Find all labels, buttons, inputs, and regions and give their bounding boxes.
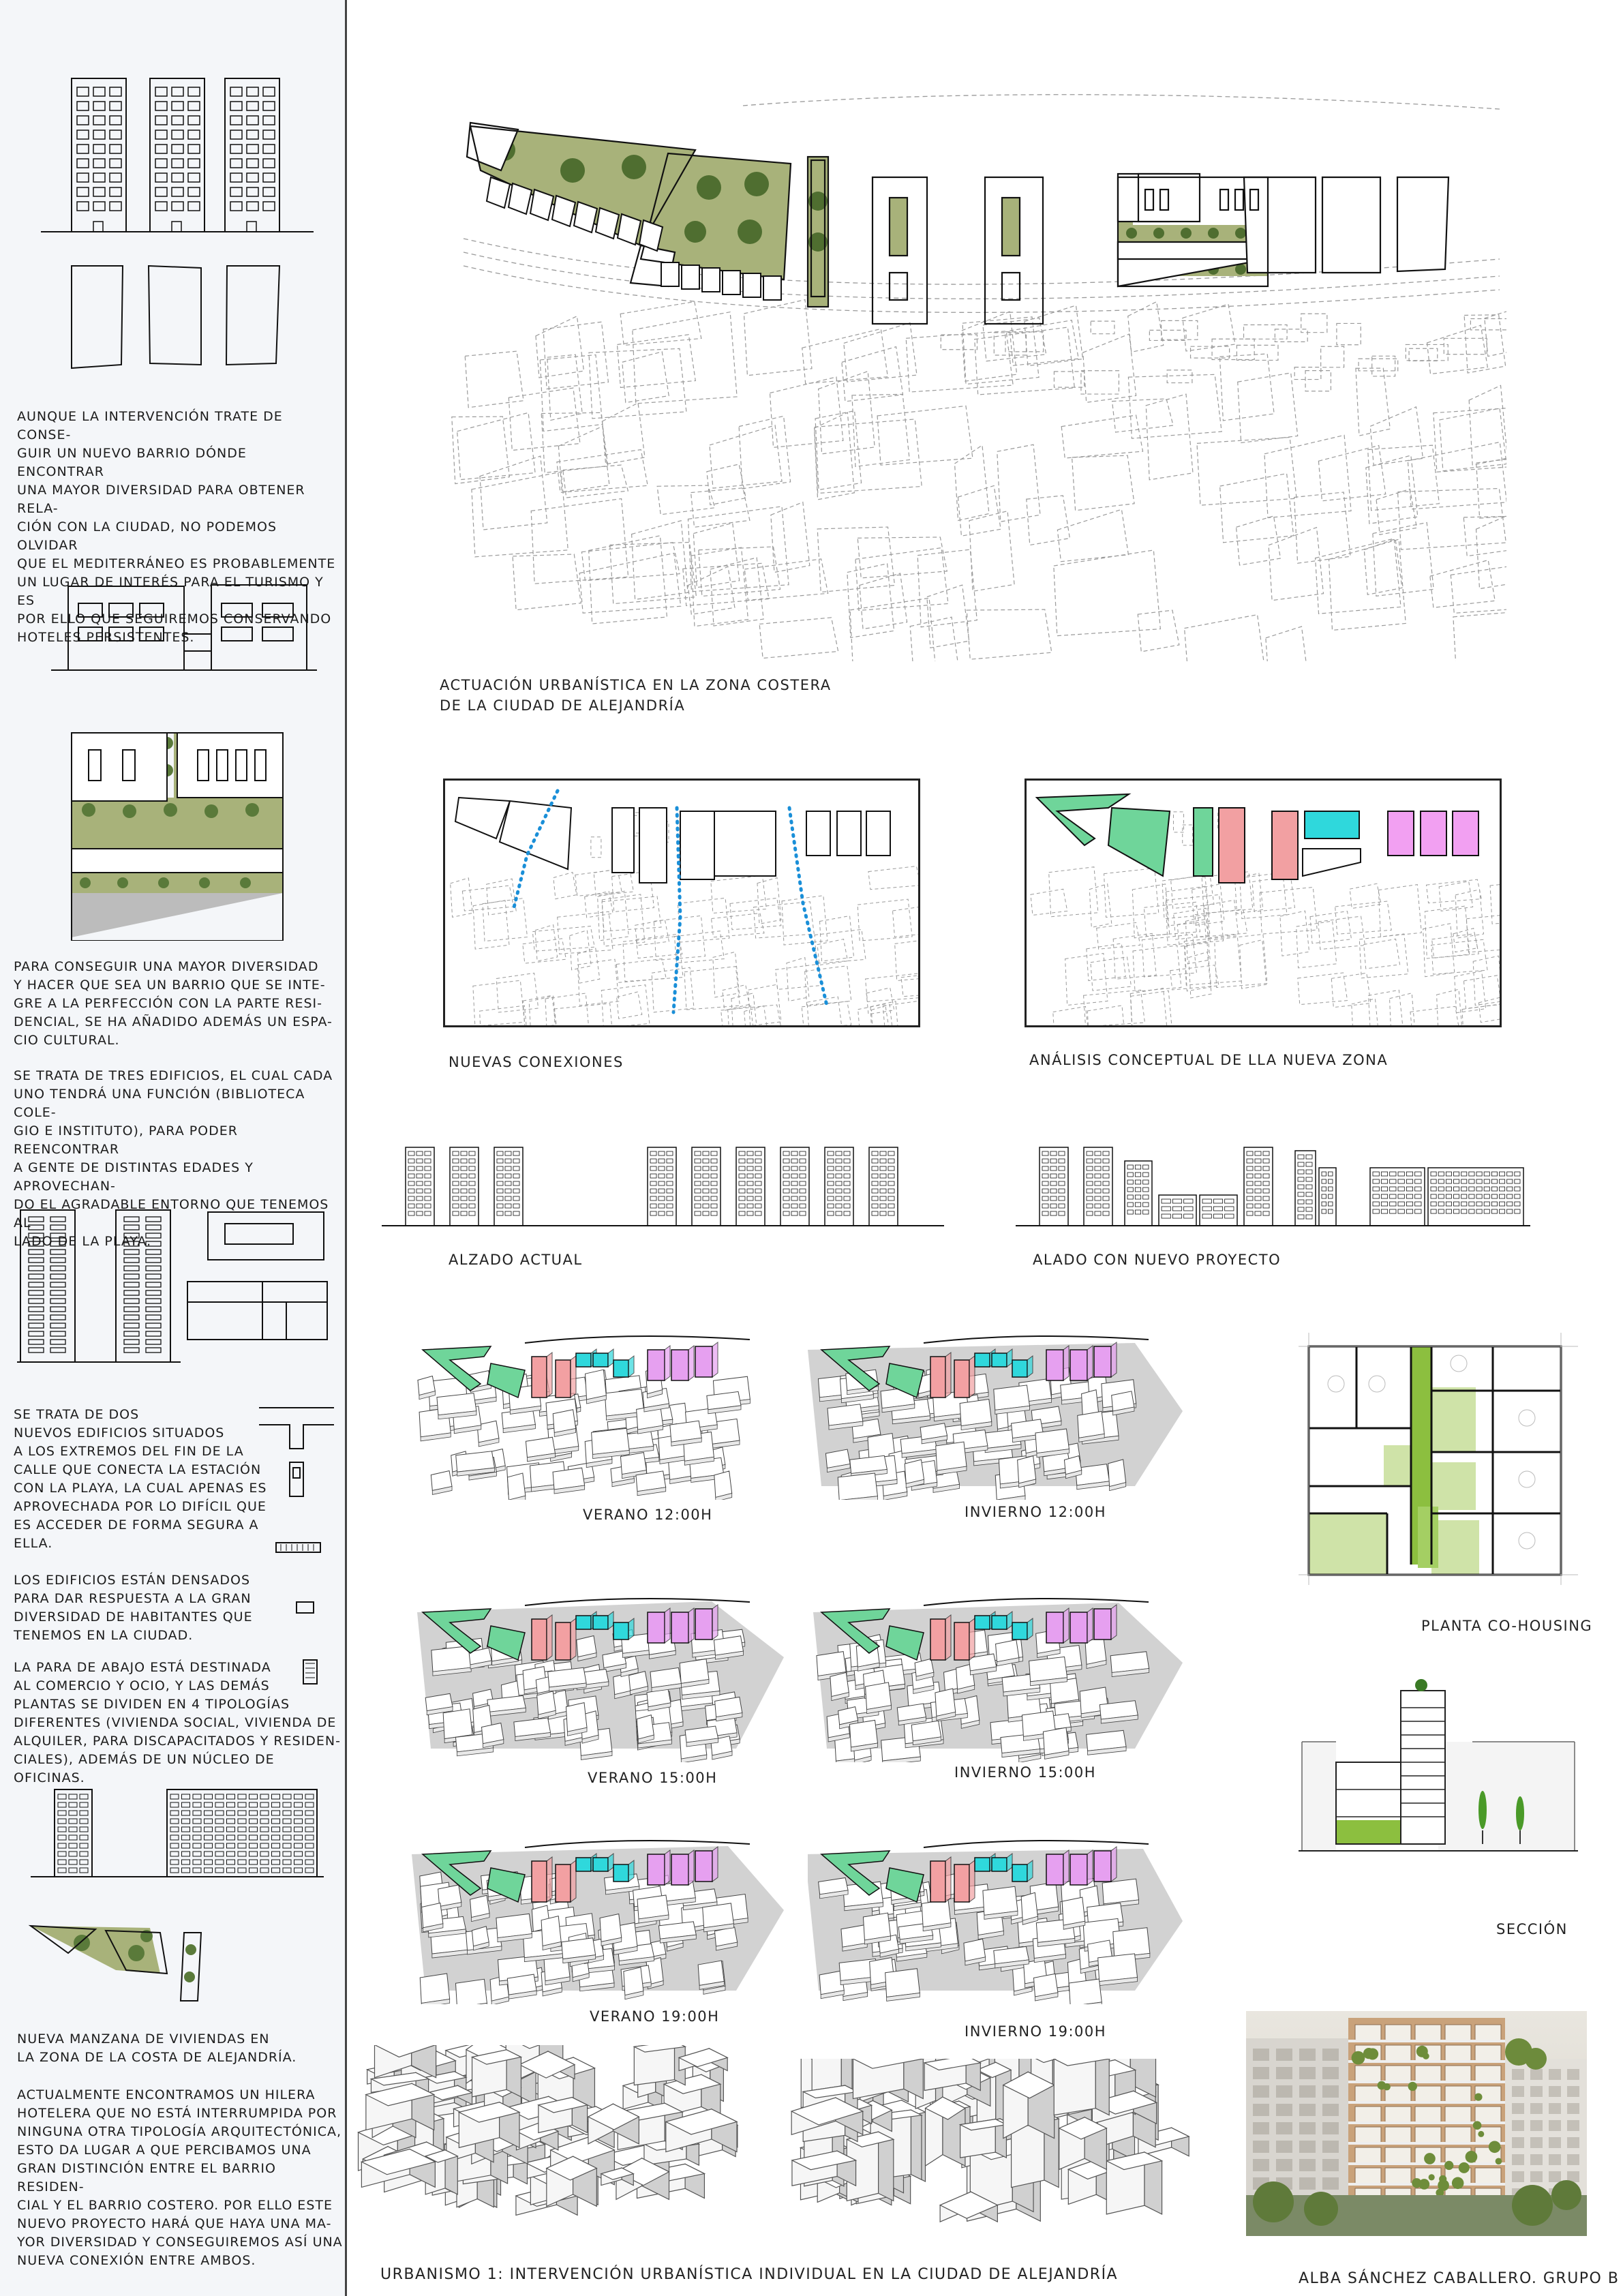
summer-19-caption: VERANO 19:00H [590,2008,720,2025]
new-block-paragraph: NUEVA MANZANA DE VIVIENDAS EN LA ZONA DE LA COSTA DE ALEJANDRÍA. [17,2031,297,2065]
currently-paragraph: ACTUALMENTE ENCONTRAMOS UN HILERA HOTELERA QUE NO ESTÁ INTERRUMPIDA POR NINGUNA OTRA TIPOLOGÍA ARQUITECTÓNICA, ESTO DA LUGAR A QUE PERCIBAMOS UNA GRAN DISTINCIÓN ENTRE EL BARRIO RESIDEN- CIAL Y EL BARRIO COSTERO. POR ELLO ESTE NUEVO PROYECTO HARÁ QUE HAYA UNA MA- YOR DIVERSIDAD Y CONSEGUIREMOS ASÍ UNA NUEVA CONEXIÓN ENTRE AMBOS. [17,2087,343,2268]
shadow-winter-12 [808,1329,1189,1500]
winter-12-caption: INVIERNO 12:00H [965,1504,1107,1520]
building-section [1295,1677,1581,1854]
footer-author: ALBA SÁNCHEZ CABALLERO. GRUPO B [1299,2270,1620,2287]
summer-15-caption: VERANO 15:00H [588,1770,718,1786]
sidebar [0,0,347,2296]
housing-elevation [31,1786,324,1882]
connections-panel [443,779,920,1027]
footer-title: URBANISMO 1: INTERVENCIÓN URBANÍSTICA INDIVIDUAL EN LA CIUDAD DE ALEJANDRÍA [380,2266,1119,2283]
main-site-plan [436,89,1506,661]
shadow-winter-15 [808,1592,1189,1762]
two-buildings-paragraph: SE TRATA DE DOS NUEVOS EDIFICIOS SITUADOS A LOS EXTREMOS DEL FIN DE LA CALLE QUE CONECTA LA ESTACIÓN CON LA PLAYA, LA CUAL APENAS ES APROVECHADA POR LO DIFÍCIL QUE ES ACCEDER DE FORMA SEGURA A ELLA. [14,1407,267,1551]
3d-view-current [351,2045,753,2250]
cultural-block-plan [68,729,286,941]
low-hotels-elevation [51,579,317,675]
conceptual-caption: ANÁLISIS CONCEPTUAL DE LLA NUEVA ZONA [1029,1052,1389,1068]
section-caption: SECCIÓN [1496,1921,1568,1937]
cohousing-caption: PLANTA CO-HOUSING [1421,1618,1593,1634]
diversity-paragraph: PARA CONSEGUIR UNA MAYOR DIVERSIDAD Y HACER QUE SEA UN BARRIO QUE SE INTE- GRE A LA PERFECCIÓN CON LA PARTE RESI- DENCIAL, SE HA AÑADIDO ADEMÁS UN ESPA- CIO CULTURAL. [14,959,333,1048]
shadow-winter-19 [808,1834,1189,2004]
cultural-buildings-drawings [17,1207,331,1367]
summer-12-caption: VERANO 12:00H [583,1507,713,1523]
shadow-summer-15 [409,1592,791,1762]
three-buildings-paragraph: SE TRATA DE TRES EDIFICIOS, EL CUAL CADA UNO TENDRÁ UNA FUNCIÓN (BIBLIOTECA COLE- GIO E INSTITUTO), PARA PODER REENCONTRAR A GENTE DE DISTINTAS EDADES Y APROVECHAN- DO EL AGRADABLE ENTORNO QUE TENEMOS AL LADO DE LA PLAYA. [14,1068,333,1249]
conceptual-panel [1025,779,1502,1027]
facade-render [1246,2011,1587,2236]
hotel-footprints [68,262,286,372]
ground-floor-paragraph: LA PARA DE ABAJO ESTÁ DESTINADA AL COMERCIO Y OCIO, Y LAS DEMÁS PLANTAS SE DIVIDEN EN 4 TIPOLOGÍAS DIFERENTES (VIVIENDA SOCIAL, VIVIENDA DE ALQUILER, PARA DISCAPACITADOS Y RESIDEN- CIALES), ADEMÁS DE UN NÚCLEO DE OFICINAS. [14,1660,341,1785]
elevation-current [382,1138,947,1234]
main-plan-caption: ACTUACIÓN URBANÍSTICA EN LA ZONA COSTERA DE LA CIUDAD DE ALEJANDRÍA [440,677,832,714]
cohousing-plan [1295,1329,1581,1588]
hotels-paragraph: AUNQUE LA INTERVENCIÓN TRATE DE CONSE- GUIR UN NUEVO BARRIO DÓNDE ENCONTRAR UNA MAYOR DIVERSIDAD PARA OBTENER RELA- CIÓN CON LA CIUDAD, NO PODEMOS OLVIDAR QUE EL MEDITERRÁNEO ES PROBABLEMENTE UN LUGAR DE INTERÉS PARA EL TURISMO Y ES POR ELLO QUE SEGUIREMOS CONSERVANDO HOTELES PERSISTENTES. [17,409,336,645]
hotel-towers-elevation [41,68,314,239]
connections-caption: NUEVAS CONEXIONES [449,1054,624,1070]
elevation-new [1016,1138,1534,1234]
elevation-new-caption: ALADO CON NUEVO PROYECTO [1033,1252,1281,1268]
winter-19-caption: INVIERNO 19:00H [965,2023,1107,2040]
winter-15-caption: INVIERNO 15:00H [954,1764,1097,1781]
triangular-block-plan [27,1922,232,2004]
shadow-summer-12 [409,1329,791,1500]
shadow-summer-19 [409,1834,791,2004]
3d-view-proposal [777,2059,1200,2256]
designed-paragraph: LOS EDIFICIOS ESTÁN DENSADOS PARA DAR RESPUESTA A LA GRAN DIVERSIDAD DE HABITANTES QUE TENEMOS EN LA CIUDAD. [14,1573,253,1643]
elevation-current-caption: ALZADO ACTUAL [449,1252,583,1268]
